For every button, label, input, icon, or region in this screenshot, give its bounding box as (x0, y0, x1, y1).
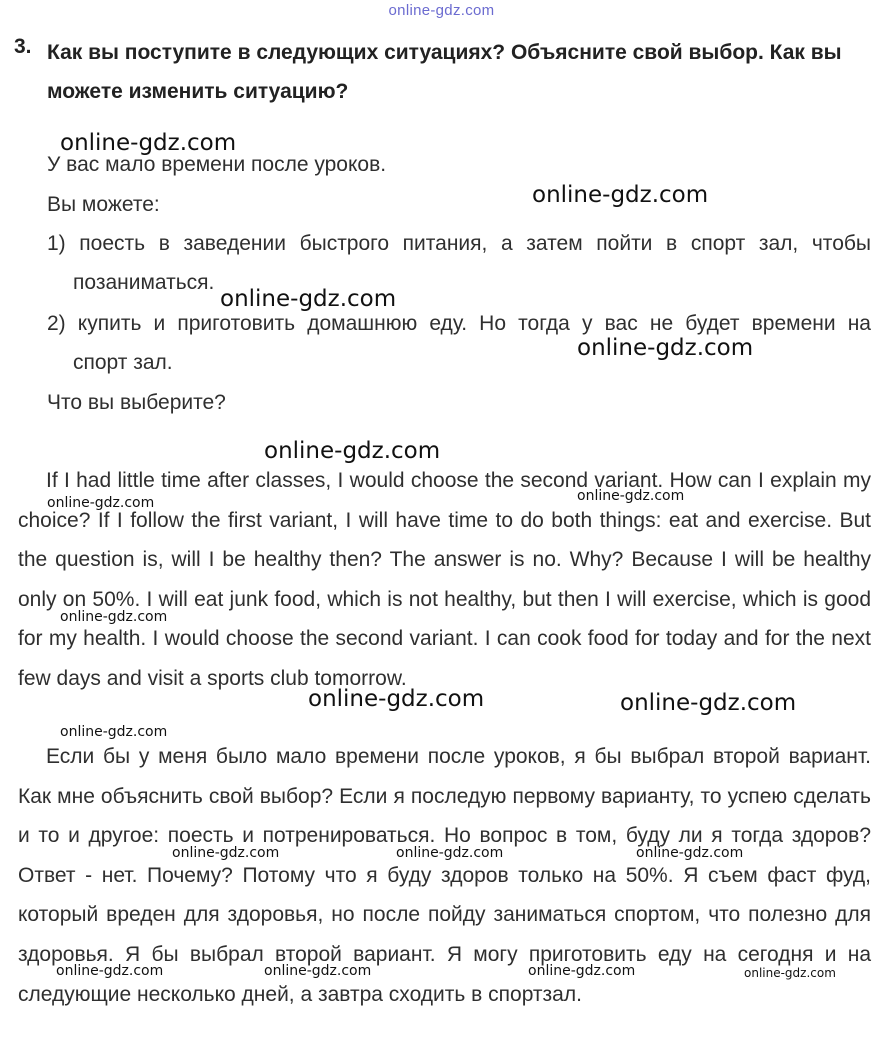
watermark: online-gdz.com (60, 130, 237, 156)
situation-can: Вы можете: (47, 193, 160, 216)
task-number: 3. (14, 35, 32, 58)
watermark: online-gdz.com (532, 182, 709, 208)
option-1-line-1: 1) поесть в заведении быстрого питания, а затем пойти в спорт зал, чтобы (47, 232, 871, 255)
answer-english: If I had little time after classes, I would choose the second variant. How can I explain my choice? If I follow the first variant, I will have time to do both things: eat and exercise. But the question is, will I be healthy then? The answer is no. Why? Because I will be healthy only on 50%. I will eat junk food, which is not healthy, but then I will exercise, which is good for my health. I would choose the second variant. I can cook food for today and for the next few days and visit a sports club tomorrow. (18, 469, 871, 690)
watermark: online-gdz.com (172, 845, 280, 861)
answer-russian: Если бы у меня было мало времени после уроков, я бы выбрал второй вариант. Как мне объяснить свой выбор? Если я последую первому варианту, то успею сделать и то и другое: поесть и потренироваться. Но вопрос в том, буду ли я тогда здоров? Ответ - нет. Почему? Потому что я буду здоров только на 50%. Я съем фаст фуд, который вреден для здоровья, но после пойду заниматься спортом, что полезно для здоровья. Я бы выбрал второй вариант. Я могу приготовить еду на сегодня и на следующие несколько дней, а завтра сходить в спортзал. (18, 745, 871, 1006)
watermark: online-gdz.com (744, 966, 836, 980)
watermark: online-gdz.com (396, 845, 504, 861)
option-2-line-2: спорт зал. (73, 351, 173, 374)
option-1-line-2: позаниматься. (73, 271, 215, 294)
watermark: online-gdz.com (220, 286, 397, 312)
watermark: online-gdz.com (528, 963, 636, 979)
watermark: online-gdz.com (47, 495, 155, 511)
top-watermark: online-gdz.com (388, 2, 495, 19)
situation-choice: Что вы выберите? (47, 391, 226, 414)
option-2-line-1: 2) купить и приготовить домашнюю еду. Но тогда у вас не будет времени на (47, 312, 871, 335)
watermark: online-gdz.com (620, 690, 797, 716)
watermark: online-gdz.com (264, 438, 441, 464)
watermark: online-gdz.com (636, 845, 744, 861)
watermark: online-gdz.com (308, 686, 485, 712)
watermark: online-gdz.com (264, 963, 372, 979)
watermark: online-gdz.com (60, 609, 168, 625)
watermark: online-gdz.com (56, 963, 164, 979)
watermark: online-gdz.com (577, 335, 754, 361)
situation-intro: У вас мало времени после уроков. (47, 153, 387, 176)
task-question: Как вы поступите в следующих ситуациях? Объясните свой выбор. Как вы можете изменить ситуацию? (47, 41, 842, 103)
watermark: online-gdz.com (60, 724, 168, 740)
watermark: online-gdz.com (577, 488, 685, 504)
